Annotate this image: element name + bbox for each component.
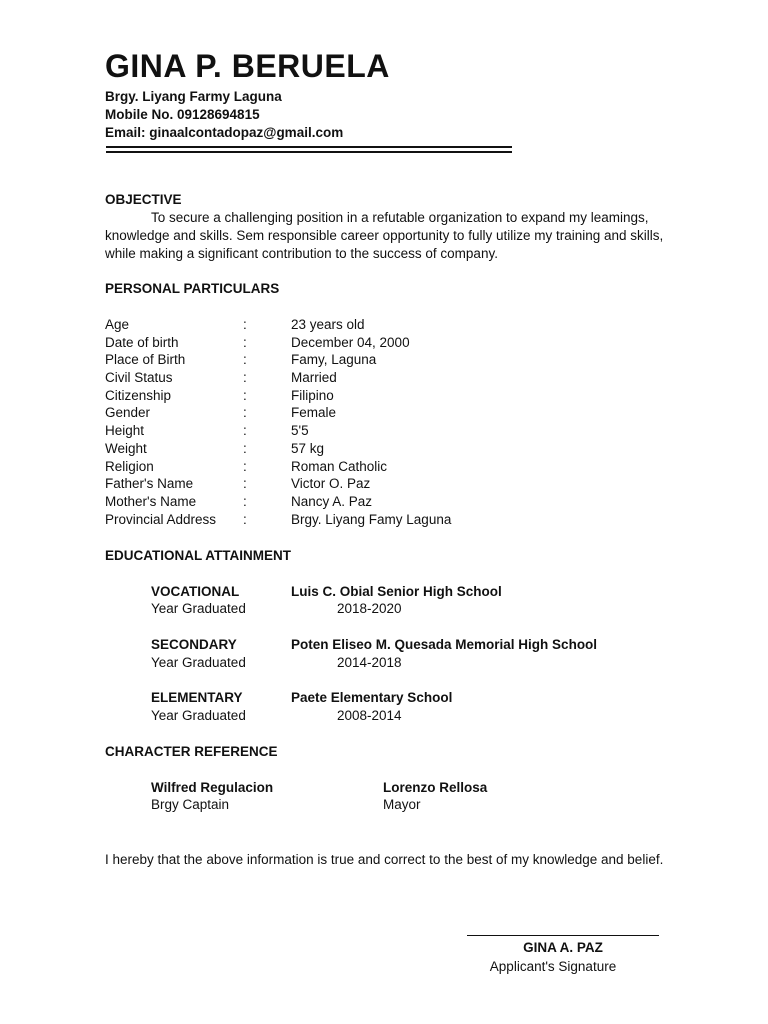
- pp-colon: :: [243, 423, 247, 438]
- pp-colon: :: [243, 352, 247, 367]
- edu-level-secondary: SECONDARY: [151, 637, 237, 652]
- edu-level-elementary: ELEMENTARY: [151, 690, 243, 705]
- pp-colon: :: [243, 459, 247, 474]
- pp-value-fathers-name: Victor O. Paz: [291, 476, 371, 491]
- pp-label-mothers-name: Mother's Name: [105, 494, 197, 509]
- pp-colon: :: [243, 405, 247, 420]
- objective-heading: OBJECTIVE: [105, 192, 182, 207]
- pp-value-civil-status: Married: [291, 370, 337, 385]
- edu-year-label: Year Graduated: [151, 708, 246, 723]
- pp-value-provincial-address: Brgy. Liyang Famy Laguna: [291, 512, 452, 527]
- pp-label-age: Age: [105, 317, 130, 332]
- objective-text: [105, 209, 665, 263]
- pp-label-provincial-address: Provincial Address: [105, 512, 217, 527]
- pp-label-weight: Weight: [105, 441, 147, 456]
- edu-years-vocational: 2018-2020: [337, 601, 402, 616]
- declaration-text: I hereby that the above information is true and correct to the best of my knowledge and belief.: [105, 852, 664, 867]
- reference-heading: CHARACTER REFERENCE: [105, 744, 278, 759]
- edu-years-secondary: 2014-2018: [337, 655, 402, 670]
- pp-colon: :: [243, 476, 247, 491]
- edu-level-vocational: VOCATIONAL: [151, 584, 240, 599]
- reference-title: Brgy Captain: [151, 797, 230, 812]
- pp-label-height: Height: [105, 423, 145, 438]
- edu-years-elementary: 2008-2014: [337, 708, 402, 723]
- header-rule-top: [106, 146, 512, 148]
- pp-label-gender: Gender: [105, 405, 151, 420]
- reference-name: Lorenzo Rellosa: [383, 780, 488, 795]
- edu-year-label: Year Graduated: [151, 601, 246, 616]
- edu-school-vocational: Luis C. Obial Senior High School: [291, 584, 502, 599]
- pp-label-religion: Religion: [105, 459, 154, 474]
- pp-colon: :: [243, 335, 247, 350]
- email-line: Email: ginaalcontadopaz@gmail.com: [105, 125, 344, 140]
- pp-colon: :: [243, 370, 247, 385]
- reference-title: Mayor: [383, 797, 421, 812]
- pp-value-mothers-name: Nancy A. Paz: [291, 494, 373, 509]
- personal-heading: PERSONAL PARTICULARS: [105, 281, 280, 296]
- pp-label-civil-status: Civil Status: [105, 370, 173, 385]
- resume-name: GINA P. BERUELA: [105, 48, 390, 84]
- pp-value-height: 5'5: [291, 423, 309, 438]
- pp-value-gender: Female: [291, 405, 337, 420]
- pp-label-fathers-name: Father's Name: [105, 476, 194, 491]
- pp-colon: :: [243, 512, 247, 527]
- pp-value-citizenship: Filipino: [291, 388, 334, 403]
- pp-value-religion: Roman Catholic: [291, 459, 388, 474]
- objective-text-content: To secure a challenging position in a refutable organization to expand my leamings, knowledge and skills. Sem responsible career opportunity to fully utilize my training and skills, while making a significant contribution to the success of company.: [105, 210, 664, 261]
- reference-name: Wilfred Regulacion: [151, 780, 274, 795]
- signature-caption: Applicant's Signature: [489, 959, 617, 974]
- signature-name: GINA A. PAZ: [523, 940, 603, 955]
- pp-label-place-of-birth: Place of Birth: [105, 352, 186, 367]
- edu-year-label: Year Graduated: [151, 655, 246, 670]
- header-rule-bottom: [106, 151, 512, 153]
- edu-school-secondary: Poten Eliseo M. Quesada Memorial High School: [291, 637, 598, 652]
- pp-colon: :: [243, 441, 247, 456]
- signature-line: [467, 935, 659, 936]
- address-line: Brgy. Liyang Farmy Laguna: [105, 89, 282, 104]
- pp-value-place-of-birth: Famy, Laguna: [291, 352, 377, 367]
- edu-school-elementary: Paete Elementary School: [291, 690, 453, 705]
- pp-colon: :: [243, 317, 247, 332]
- pp-colon: :: [243, 388, 247, 403]
- pp-value-age: 23 years old: [291, 317, 365, 332]
- pp-colon: :: [243, 494, 247, 509]
- pp-label-citizenship: Citizenship: [105, 388, 172, 403]
- pp-label-date-of-birth: Date of birth: [105, 335, 179, 350]
- pp-value-weight: 57 kg: [291, 441, 325, 456]
- pp-value-date-of-birth: December 04, 2000: [291, 335, 410, 350]
- mobile-line: Mobile No. 09128694815: [105, 107, 260, 122]
- education-heading: EDUCATIONAL ATTAINMENT: [105, 548, 291, 563]
